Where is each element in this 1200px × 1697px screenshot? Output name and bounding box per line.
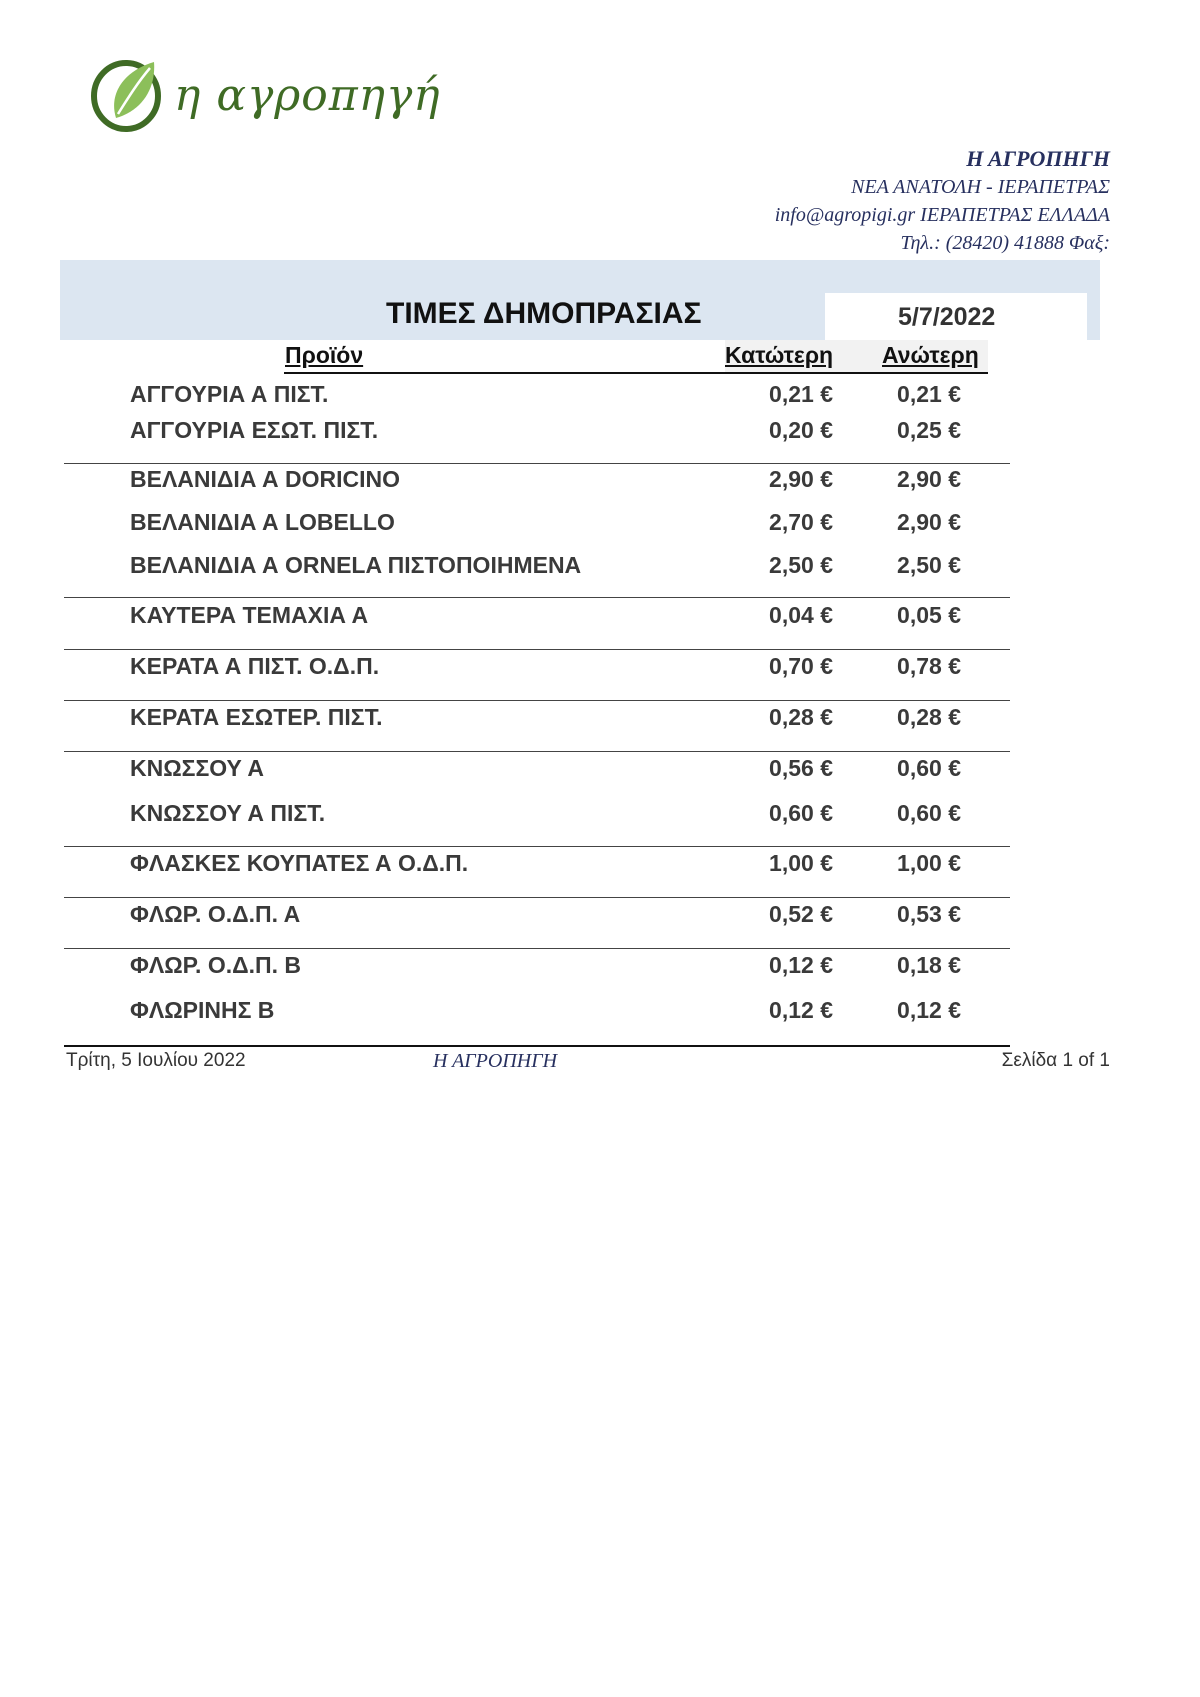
low-price: 0,52 € — [769, 901, 833, 927]
low-price: 2,90 € — [769, 466, 833, 492]
low-price: 0,04 € — [769, 602, 833, 628]
logo-wordmark: η αγροπηγή — [174, 70, 441, 121]
high-price: 0,60 € — [897, 755, 961, 781]
table-row — [0, 602, 1200, 636]
company-info — [775, 145, 1110, 257]
high-price: 0,21 € — [897, 381, 961, 407]
low-price: 0,12 € — [769, 997, 833, 1023]
table-row — [0, 552, 1200, 586]
high-price: 0,25 € — [897, 417, 961, 443]
high-price: 2,90 € — [897, 509, 961, 535]
product-name: ΒΕΛΑΝΙΔΙΑ Α LOBELLO — [130, 509, 395, 535]
group-divider — [64, 846, 1010, 847]
header-product: Προϊόν — [285, 342, 364, 368]
product-name: ΚΑΥΤΕΡΑ ΤΕΜΑΧΙΑ Α — [130, 602, 369, 628]
low-price: 2,70 € — [769, 509, 833, 535]
high-price: 0,18 € — [897, 952, 961, 978]
footer-divider — [64, 1045, 1010, 1047]
high-price: 0,05 € — [897, 602, 961, 628]
product-name: ΦΛΑΣΚΕΣ ΚΟΥΠΑΤΕΣ Α Ο.Δ.Π. — [130, 850, 469, 876]
header-underline — [284, 372, 988, 374]
table-row — [0, 704, 1200, 738]
high-price: 0,28 € — [897, 704, 961, 730]
high-price: 2,50 € — [897, 552, 961, 578]
table-row — [0, 850, 1200, 884]
report-date: 5/7/2022 — [898, 303, 996, 331]
low-price: 0,21 € — [769, 381, 833, 407]
product-name: ΑΓΓΟΥΡΙΑ ΕΣΩΤ. ΠΙΣΤ. — [130, 417, 379, 443]
table-row — [0, 509, 1200, 543]
table-row — [0, 653, 1200, 687]
table-row — [0, 417, 1200, 451]
high-price: 0,12 € — [897, 997, 961, 1023]
low-price: 0,60 € — [769, 800, 833, 826]
footer-date: Τρίτη, 5 Ιουλίου 2022 — [66, 1050, 246, 1071]
company-name: Η ΑΓΡΟΠΗΓΗ — [966, 146, 1110, 171]
group-divider — [64, 897, 1010, 898]
high-price: 0,53 € — [897, 901, 961, 927]
group-divider — [64, 700, 1010, 701]
table-row — [0, 901, 1200, 935]
company-address: ΝΕΑ ΑΝΑΤΟΛΗ - ΙΕΡΑΠΕΤΡΑΣ — [851, 176, 1110, 198]
header-low-price: Κατώτερη — [725, 342, 834, 368]
low-price: 0,70 € — [769, 653, 833, 679]
footer-company: Η ΑΓΡΟΠΗΓΗ — [433, 1050, 558, 1072]
group-divider — [64, 948, 1010, 949]
low-price: 0,56 € — [769, 755, 833, 781]
group-divider — [64, 751, 1010, 752]
table-row — [0, 952, 1200, 986]
low-price: 1,00 € — [769, 850, 833, 876]
product-name: ΒΕΛΑΝΙΔΙΑ Α ORNELA ΠΙΣΤΟΠΟΙΗΜΕΝΑ — [130, 552, 582, 578]
high-price: 0,78 € — [897, 653, 961, 679]
product-name: ΚΕΡΑΤΑ ΕΣΩΤΕΡ. ΠΙΣΤ. — [130, 704, 383, 730]
product-name: ΑΓΓΟΥΡΙΑ Α ΠΙΣΤ. — [130, 381, 329, 407]
table-row — [0, 997, 1200, 1031]
product-name: ΚΝΩΣΣΟΥ Α ΠΙΣΤ. — [130, 800, 326, 826]
leaf-circle-icon — [86, 52, 170, 136]
table-row — [0, 755, 1200, 789]
group-divider — [64, 463, 1010, 464]
product-name: ΚΝΩΣΣΟΥ Α — [130, 755, 265, 781]
company-email-line: info@agropigi.gr ΙΕΡΑΠΕΤΡΑΣ ΕΛΛΑΔΑ — [774, 204, 1110, 226]
company-phone-line: Τηλ.: (28420) 41888 Φαξ: — [900, 232, 1110, 254]
company-logo — [86, 52, 441, 142]
table-row — [0, 381, 1200, 415]
table-row — [0, 800, 1200, 834]
footer-page-number: Σελίδα 1 of 1 — [1001, 1050, 1110, 1071]
low-price: 0,12 € — [769, 952, 833, 978]
product-name: ΦΛΩΡ. Ο.Δ.Π. Α — [130, 901, 301, 927]
low-price: 0,20 € — [769, 417, 833, 443]
product-name: ΚΕΡΑΤΑ Α ΠΙΣΤ. Ο.Δ.Π. — [130, 653, 380, 679]
high-price: 2,90 € — [897, 466, 961, 492]
product-name: ΦΛΩΡ. Ο.Δ.Π. Β — [130, 952, 302, 978]
header-high-price: Ανώτερη — [882, 342, 979, 368]
high-price: 1,00 € — [897, 850, 961, 876]
low-price: 2,50 € — [769, 552, 833, 578]
product-name: ΒΕΛΑΝΙΔΙΑ Α DORICINO — [130, 466, 400, 492]
low-price: 0,28 € — [769, 704, 833, 730]
group-divider — [64, 597, 1010, 598]
report-title: ΤΙΜΕΣ ΔΗΜΟΠΡΑΣΙΑΣ — [386, 297, 702, 330]
table-row — [0, 466, 1200, 500]
group-divider — [64, 649, 1010, 650]
product-name: ΦΛΩΡΙΝΗΣ Β — [130, 997, 275, 1023]
high-price: 0,60 € — [897, 800, 961, 826]
